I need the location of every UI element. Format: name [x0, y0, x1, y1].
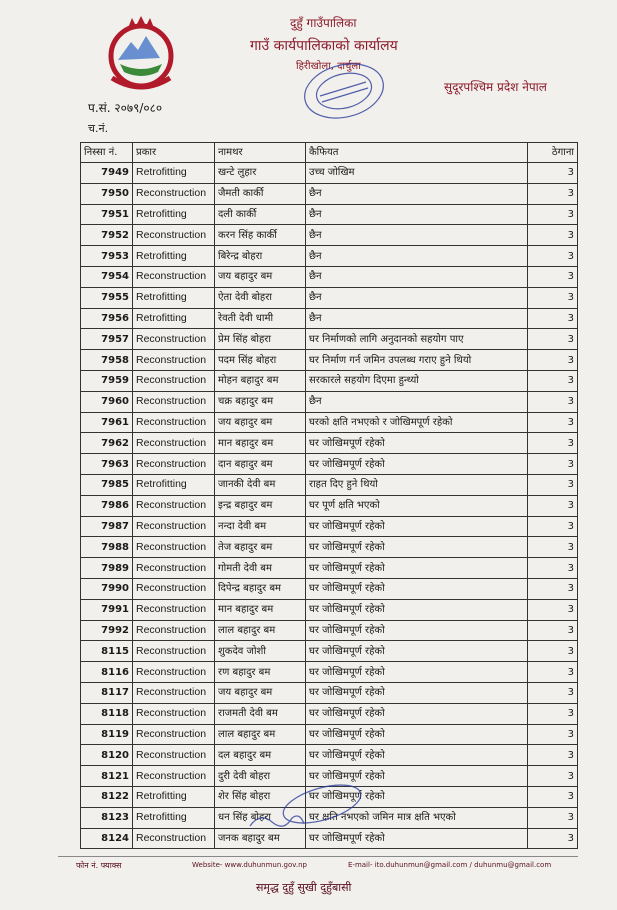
table-row: [81, 516, 578, 537]
beneficiary-name: धन सिंह बोहरा: [215, 807, 306, 828]
record-number: 8118: [81, 703, 133, 724]
record-number: 7958: [81, 350, 133, 371]
record-number: 7991: [81, 599, 133, 620]
col-header-type: प्रकार: [133, 143, 215, 163]
record-number: 7950: [81, 183, 133, 204]
remarks: घर जोखिमपूर्ण रहेको: [306, 662, 528, 683]
ward-number: 3: [528, 662, 578, 683]
beneficiary-name: करन सिंह कार्की: [215, 225, 306, 246]
table-row: [81, 412, 578, 433]
ward-number: 3: [528, 620, 578, 641]
remarks: छैन: [306, 225, 528, 246]
work-type: Reconstruction: [133, 724, 215, 745]
table-row: [81, 454, 578, 475]
record-number: 7962: [81, 433, 133, 454]
work-type: Reconstruction: [133, 433, 215, 454]
table-row: [81, 745, 578, 766]
table-row: [81, 641, 578, 662]
beneficiary-name: जैमती कार्की: [215, 183, 306, 204]
remarks: घर जोखिमपूर्ण रहेको: [306, 682, 528, 703]
record-number: 7988: [81, 537, 133, 558]
remarks: घर जोखिमपूर्ण रहेको: [306, 724, 528, 745]
work-type: Reconstruction: [133, 662, 215, 683]
ward-number: 3: [528, 516, 578, 537]
record-number: 7989: [81, 558, 133, 579]
table-row: [81, 620, 578, 641]
work-type: Retrofitting: [133, 163, 215, 184]
remarks: घर जोखिमपूर्ण रहेको: [306, 454, 528, 475]
record-number: 8117: [81, 682, 133, 703]
remarks: घर जोखिमपूर्ण रहेको: [306, 786, 528, 807]
ward-number: 3: [528, 204, 578, 225]
table-row: [81, 558, 578, 579]
beneficiary-name: नन्दा देवी बम: [215, 516, 306, 537]
ward-number: 3: [528, 558, 578, 579]
work-type: Reconstruction: [133, 370, 215, 391]
record-number: 7959: [81, 370, 133, 391]
record-number: 7987: [81, 516, 133, 537]
ward-number: 3: [528, 828, 578, 849]
beneficiary-name: पदम सिंह बोहरा: [215, 350, 306, 371]
ward-number: 3: [528, 163, 578, 184]
table-row: [81, 433, 578, 454]
record-number: 7951: [81, 204, 133, 225]
footer-motto: समृद्ध दुहुँ सुखी दुहुँबासी: [256, 881, 352, 894]
record-number: 8119: [81, 724, 133, 745]
remarks: छैन: [306, 308, 528, 329]
ward-number: 3: [528, 287, 578, 308]
ward-number: 3: [528, 495, 578, 516]
remarks: छैन: [306, 204, 528, 225]
work-type: Reconstruction: [133, 495, 215, 516]
ward-number: 3: [528, 786, 578, 807]
remarks: घर जोखिमपूर्ण रहेको: [306, 828, 528, 849]
ward-number: 3: [528, 703, 578, 724]
work-type: Reconstruction: [133, 828, 215, 849]
remarks: उच्च जोखिम: [306, 163, 528, 184]
reference-number: प.सं. २०७९/०८०: [88, 101, 163, 115]
work-type: Reconstruction: [133, 641, 215, 662]
work-type: Reconstruction: [133, 266, 215, 287]
remarks: घर निर्माण गर्न जमिन उपलब्ध गराए हुने थियो: [306, 350, 528, 371]
beneficiary-name: गोमती देवी बम: [215, 558, 306, 579]
remarks: घर जोखिमपूर्ण रहेको: [306, 703, 528, 724]
col-header-remarks: कैफियत: [306, 143, 528, 163]
table-row: [81, 183, 578, 204]
ward-number: 3: [528, 599, 578, 620]
work-type: Retrofitting: [133, 246, 215, 267]
work-type: Reconstruction: [133, 329, 215, 350]
table-row: [81, 246, 578, 267]
work-type: Reconstruction: [133, 766, 215, 787]
table-row: [81, 724, 578, 745]
ward-number: 3: [528, 745, 578, 766]
work-type: Reconstruction: [133, 682, 215, 703]
record-number: 8121: [81, 766, 133, 787]
work-type: Reconstruction: [133, 183, 215, 204]
record-number: 7961: [81, 412, 133, 433]
work-type: Reconstruction: [133, 745, 215, 766]
record-number: 7955: [81, 287, 133, 308]
beneficiary-name: जानकी देवी बम: [215, 474, 306, 495]
work-type: Retrofitting: [133, 786, 215, 807]
ward-number: 3: [528, 412, 578, 433]
table-row: [81, 225, 578, 246]
record-number: 8115: [81, 641, 133, 662]
ward-number: 3: [528, 474, 578, 495]
signature-stamp-icon: [240, 782, 390, 832]
remarks: घर जोखिमपूर्ण रहेको: [306, 578, 528, 599]
ward-number: 3: [528, 266, 578, 287]
ward-number: 3: [528, 391, 578, 412]
beneficiary-name: प्रेम सिंह बोहरा: [215, 329, 306, 350]
footer-phone: फोन नं. फ्याक्स: [76, 861, 122, 870]
table-row: [81, 329, 578, 350]
table-row: [81, 287, 578, 308]
footer-website: Website- www.duhunmun.gov.np: [192, 861, 307, 869]
ward-number: 3: [528, 578, 578, 599]
beneficiary-name: जय बहादुर बम: [215, 266, 306, 287]
ward-number: 3: [528, 308, 578, 329]
table-header-row: [81, 143, 578, 163]
work-type: Reconstruction: [133, 558, 215, 579]
record-number: 7949: [81, 163, 133, 184]
remarks: घर जोखिमपूर्ण रहेको: [306, 745, 528, 766]
record-number: 8123: [81, 807, 133, 828]
record-number: 7956: [81, 308, 133, 329]
table-row: [81, 537, 578, 558]
beneficiary-name: इन्द्र बहादुर बम: [215, 495, 306, 516]
work-type: Reconstruction: [133, 620, 215, 641]
work-type: Reconstruction: [133, 412, 215, 433]
ward-number: 3: [528, 807, 578, 828]
table-row: [81, 703, 578, 724]
work-type: Reconstruction: [133, 578, 215, 599]
record-number: 7952: [81, 225, 133, 246]
table-row: [81, 495, 578, 516]
municipality-name: दुहुँ गाउँपालिका: [290, 16, 357, 30]
record-number: 7963: [81, 454, 133, 475]
work-type: Reconstruction: [133, 391, 215, 412]
remarks: घरको क्षति नभएको र जोखिमपूर्ण रहेको: [306, 412, 528, 433]
remarks: छैन: [306, 266, 528, 287]
work-type: Retrofitting: [133, 287, 215, 308]
province-name: सुदूरपश्चिम प्रदेश नेपाल: [444, 80, 547, 94]
beneficiary-name: लाल बहादुर बम: [215, 724, 306, 745]
col-header-name: नामथर: [215, 143, 306, 163]
ward-number: 3: [528, 454, 578, 475]
beneficiary-name: मोहन बहादुर बम: [215, 370, 306, 391]
work-type: Retrofitting: [133, 308, 215, 329]
record-number: 7954: [81, 266, 133, 287]
beneficiary-name: राजमती देवी बम: [215, 703, 306, 724]
remarks: सरकारले सहयोग दिएमा हुन्थ्यो: [306, 370, 528, 391]
beneficiary-name: दुरी देवी बोहरा: [215, 766, 306, 787]
footer-email: E-mail- ito.duhunmun@gmail.com / duhunmu@gmail.com: [348, 861, 552, 869]
ward-number: 3: [528, 537, 578, 558]
table-row: [81, 308, 578, 329]
ward-number: 3: [528, 183, 578, 204]
work-type: Reconstruction: [133, 454, 215, 475]
beneficiary-name: दान बहादुर बम: [215, 454, 306, 475]
beneficiary-name: दली कार्की: [215, 204, 306, 225]
record-number: 7990: [81, 578, 133, 599]
record-number: 7957: [81, 329, 133, 350]
work-type: Reconstruction: [133, 599, 215, 620]
table-row: [81, 599, 578, 620]
ward-number: 3: [528, 766, 578, 787]
remarks: घर जोखिमपूर्ण रहेको: [306, 433, 528, 454]
remarks: राहत दिए हुने थियो: [306, 474, 528, 495]
beneficiary-name: जय बहादुर बम: [215, 412, 306, 433]
remarks: घर निर्माणको लागि अनुदानको सहयोग पाए: [306, 329, 528, 350]
beneficiary-name: लाल बहादुर बम: [215, 620, 306, 641]
record-number: 7992: [81, 620, 133, 641]
table-row: [81, 266, 578, 287]
remarks: छैन: [306, 287, 528, 308]
record-number: 8116: [81, 662, 133, 683]
beneficiary-name: रेवती देवी धामी: [215, 308, 306, 329]
beneficiary-name: जनक बहादुर बम: [215, 828, 306, 849]
beneficiary-name: रण बहादुर बम: [215, 662, 306, 683]
office-stamp-icon: [300, 60, 388, 122]
remarks: घर जोखिमपूर्ण रहेको: [306, 766, 528, 787]
footer-divider: [58, 856, 578, 857]
nepal-emblem-icon: [98, 12, 184, 92]
table-row: [81, 350, 578, 371]
table-row: [81, 391, 578, 412]
table-row: [81, 204, 578, 225]
work-type: Retrofitting: [133, 474, 215, 495]
ward-number: 3: [528, 370, 578, 391]
remarks: छैन: [306, 246, 528, 267]
office-name: गाउँ कार्यपालिकाको कार्यालय: [250, 38, 398, 54]
beneficiary-name: दल बहादुर बम: [215, 745, 306, 766]
work-type: Reconstruction: [133, 703, 215, 724]
work-type: Reconstruction: [133, 225, 215, 246]
table-row: [81, 474, 578, 495]
record-number: 8124: [81, 828, 133, 849]
beneficiary-name: मान बहादुर बम: [215, 433, 306, 454]
table-row: [81, 662, 578, 683]
remarks: छैन: [306, 183, 528, 204]
ward-number: 3: [528, 350, 578, 371]
ward-number: 3: [528, 682, 578, 703]
record-number: 7985: [81, 474, 133, 495]
remarks: घर जोखिमपूर्ण रहेको: [306, 558, 528, 579]
table-row: [81, 682, 578, 703]
beneficiary-name: खन्टे लुहार: [215, 163, 306, 184]
beneficiary-name: बिरेन्द्र बोहरा: [215, 246, 306, 267]
ward-number: 3: [528, 433, 578, 454]
dispatch-number: च.नं.: [88, 122, 109, 135]
record-number: 8122: [81, 786, 133, 807]
beneficiary-name: तेज बहादुर बम: [215, 537, 306, 558]
beneficiary-name: मान बहादुर बम: [215, 599, 306, 620]
record-number: 7953: [81, 246, 133, 267]
record-number: 8120: [81, 745, 133, 766]
remarks: छैन: [306, 391, 528, 412]
work-type: Reconstruction: [133, 350, 215, 371]
work-type: Retrofitting: [133, 204, 215, 225]
remarks: घर जोखिमपूर्ण रहेको: [306, 599, 528, 620]
record-number: 7986: [81, 495, 133, 516]
col-header-ward: ठेगाना: [528, 143, 578, 163]
remarks: घर जोखिमपूर्ण रहेको: [306, 641, 528, 662]
table-row: [81, 578, 578, 599]
table-row: [81, 370, 578, 391]
table-row: [81, 163, 578, 184]
beneficiary-name: ऐता देवी बोहरा: [215, 287, 306, 308]
remarks: घर जोखिमपूर्ण रहेको: [306, 516, 528, 537]
remarks: घर पूर्ण क्षति भएको: [306, 495, 528, 516]
beneficiary-table: [80, 142, 578, 849]
ward-number: 3: [528, 246, 578, 267]
work-type: Reconstruction: [133, 537, 215, 558]
remarks: घर क्षति नभएको जमिन मात्र क्षति भएको: [306, 807, 528, 828]
office-address: हिरीखोला, दार्चुला: [296, 61, 361, 72]
beneficiary-name: जय बहादुर बम: [215, 682, 306, 703]
record-number: 7960: [81, 391, 133, 412]
work-type: Reconstruction: [133, 516, 215, 537]
ward-number: 3: [528, 641, 578, 662]
remarks: घर जोखिमपूर्ण रहेको: [306, 537, 528, 558]
beneficiary-name: शुकदेव जोशी: [215, 641, 306, 662]
ward-number: 3: [528, 225, 578, 246]
beneficiary-name: दिपेन्द्र बहादुर बम: [215, 578, 306, 599]
remarks: घर जोखिमपूर्ण रहेको: [306, 620, 528, 641]
ward-number: 3: [528, 724, 578, 745]
beneficiary-name: शेर सिंह बोहरा: [215, 786, 306, 807]
ward-number: 3: [528, 329, 578, 350]
work-type: Retrofitting: [133, 807, 215, 828]
beneficiary-name: चक्र बहादुर बम: [215, 391, 306, 412]
col-header-number: निस्सा नं.: [81, 143, 133, 163]
